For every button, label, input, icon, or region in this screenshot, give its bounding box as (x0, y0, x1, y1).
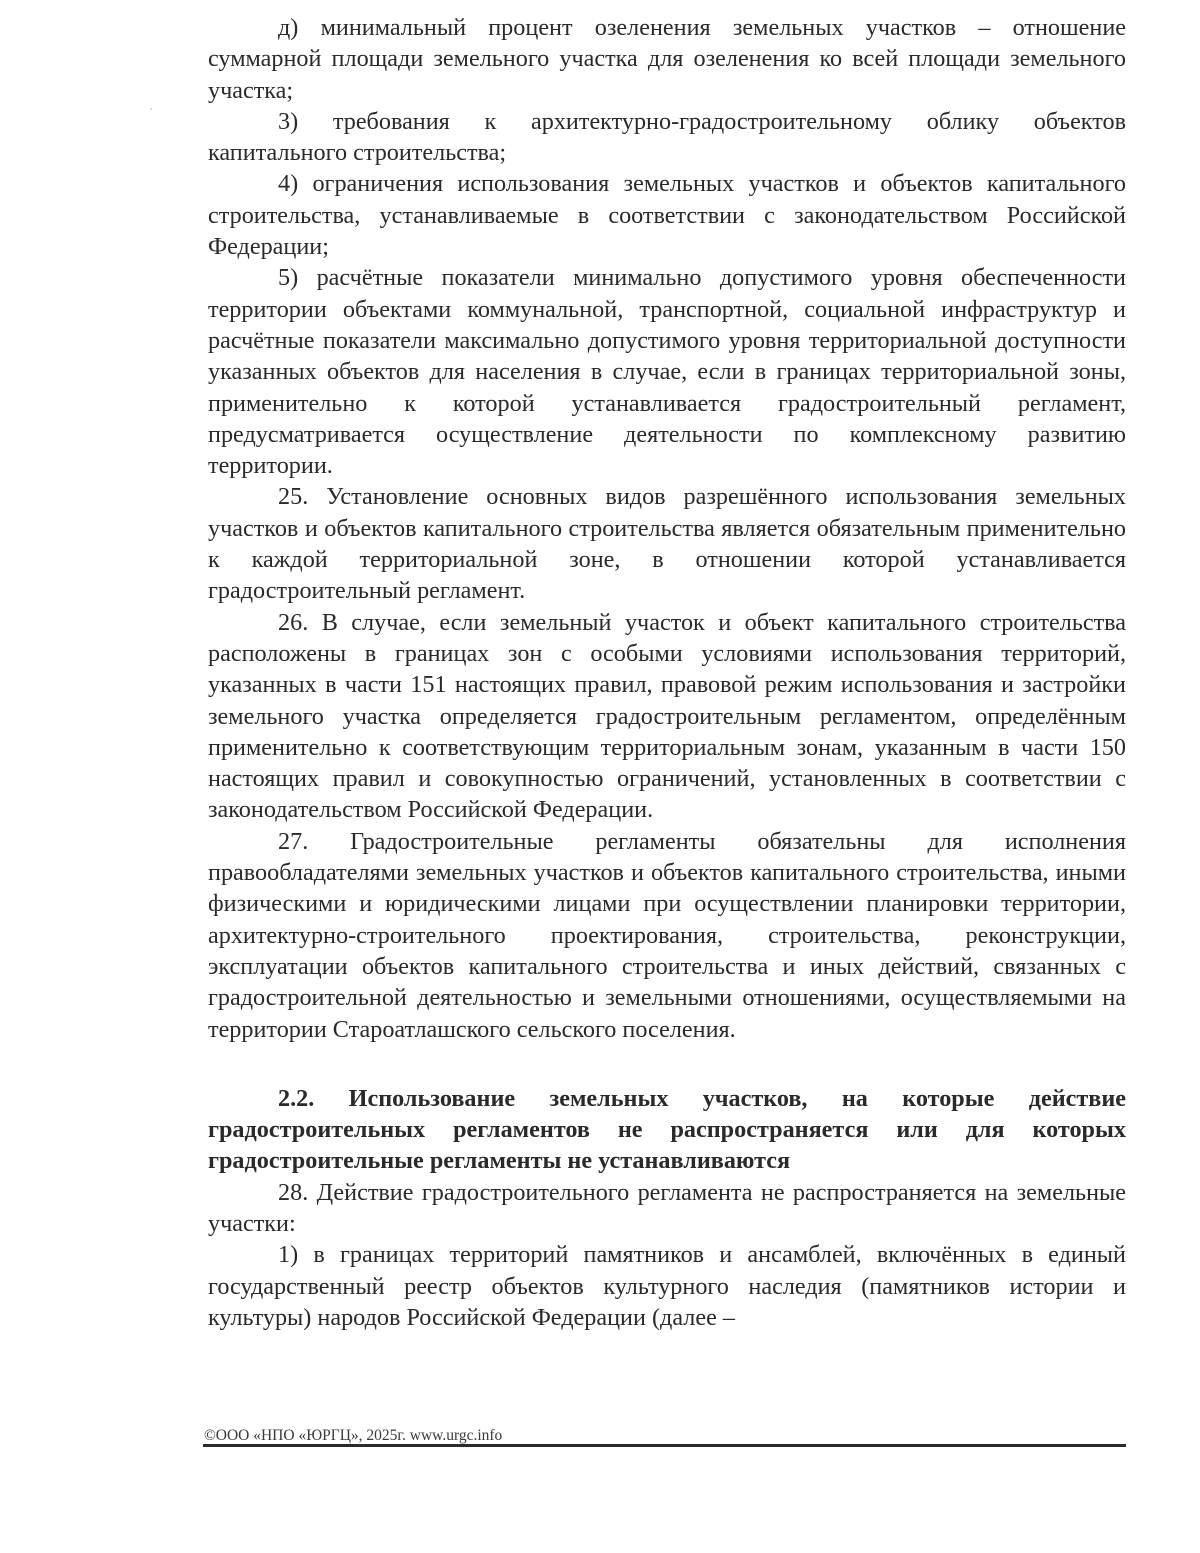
footer-divider (203, 1444, 1126, 1447)
paragraph-28-1: 1) в границах территорий памятников и ансамблей, включённых в единый государственный реестр объектов культурного наследия (памятников истории и культуры) народов Российской Федерации (далее – (208, 1241, 1126, 1331)
paragraph-28: 28. Действие градостроительного регламента не распространяется на земельные участки: (208, 1178, 1126, 1237)
paragraph-25: 25. Установление основных видов разрешённого использования земельных участков и объектов капитального строительства является обязательным применительно к каждой территориальной зоне, в отношении которой устанавливается градостроительный регламент. (208, 483, 1126, 605)
paragraph-3-architectural-requirements: 3) требования к архитектурно-градостроительному облику объектов капитального строительства; (208, 107, 1126, 167)
section-heading-2-2: 2.2. Использование земельных участков, на которые действие градостроительных регламентов не распространяется или для которых градостроительные регламенты не устанавливаются (208, 1084, 1126, 1175)
footer-copyright: ©ООО «НПО «ЮРГЦ», 2025г. www.urgc.info (204, 1427, 503, 1444)
document-body (208, 12, 1126, 1333)
scan-speck (150, 108, 152, 110)
paragraph-27: 27. Градостроительные регламенты обязательны для исполнения правообладателями земельных участков и объектов капитального строительства, иными физическими и юридическими лицами при осуществлении планировки территории, архитектурно-строительного проектирования, строительства, реконструкции, эксплуатации объектов капитального строительства и иных действий, связанных с градостроительной деятельностью и земельными отношениями, осуществляемыми на территории Староатлашского сельского поселения. (208, 827, 1126, 1043)
paragraph-4-usage-restrictions: 4) ограничения использования земельных участков и объектов капитального строительства, устанавливаемые в соответствии с законодательством Российской Федерации; (208, 170, 1126, 261)
paragraph-d-green-percentage: д) минимальный процент озеленения земельных участков – отношение суммарной площади земельного участка для озеленения ко всей площади земельного участка; (208, 14, 1126, 104)
paragraph-26: 26. В случае, если земельный участок и объект капитального строительства расположены в границах зон с особыми условиями использования территорий, указанных в части 151 настоящих правил, правовой режим использования и застройки земельного участка определяется градостроительным регламентом, определённым применительно к соответствующим территориальным зонам, указанным в части 150 настоящих правил и совокупностью ограничений, установленных в соответствии с законодательством Российской Федерации. (208, 608, 1126, 824)
paragraph-5-calculated-indicators: 5) расчётные показатели минимально допустимого уровня обеспеченности территории объектами коммунальной, транспортной, социальной инфраструктур и расчётные показатели максимально допустимого уровня территориальной доступности указанных объектов для населения в случае, если в границах территориальной зоны, применительно к которой устанавливается градостроительный регламент, предусматривается осуществление деятельности по комплексному развитию территории. (208, 264, 1126, 480)
